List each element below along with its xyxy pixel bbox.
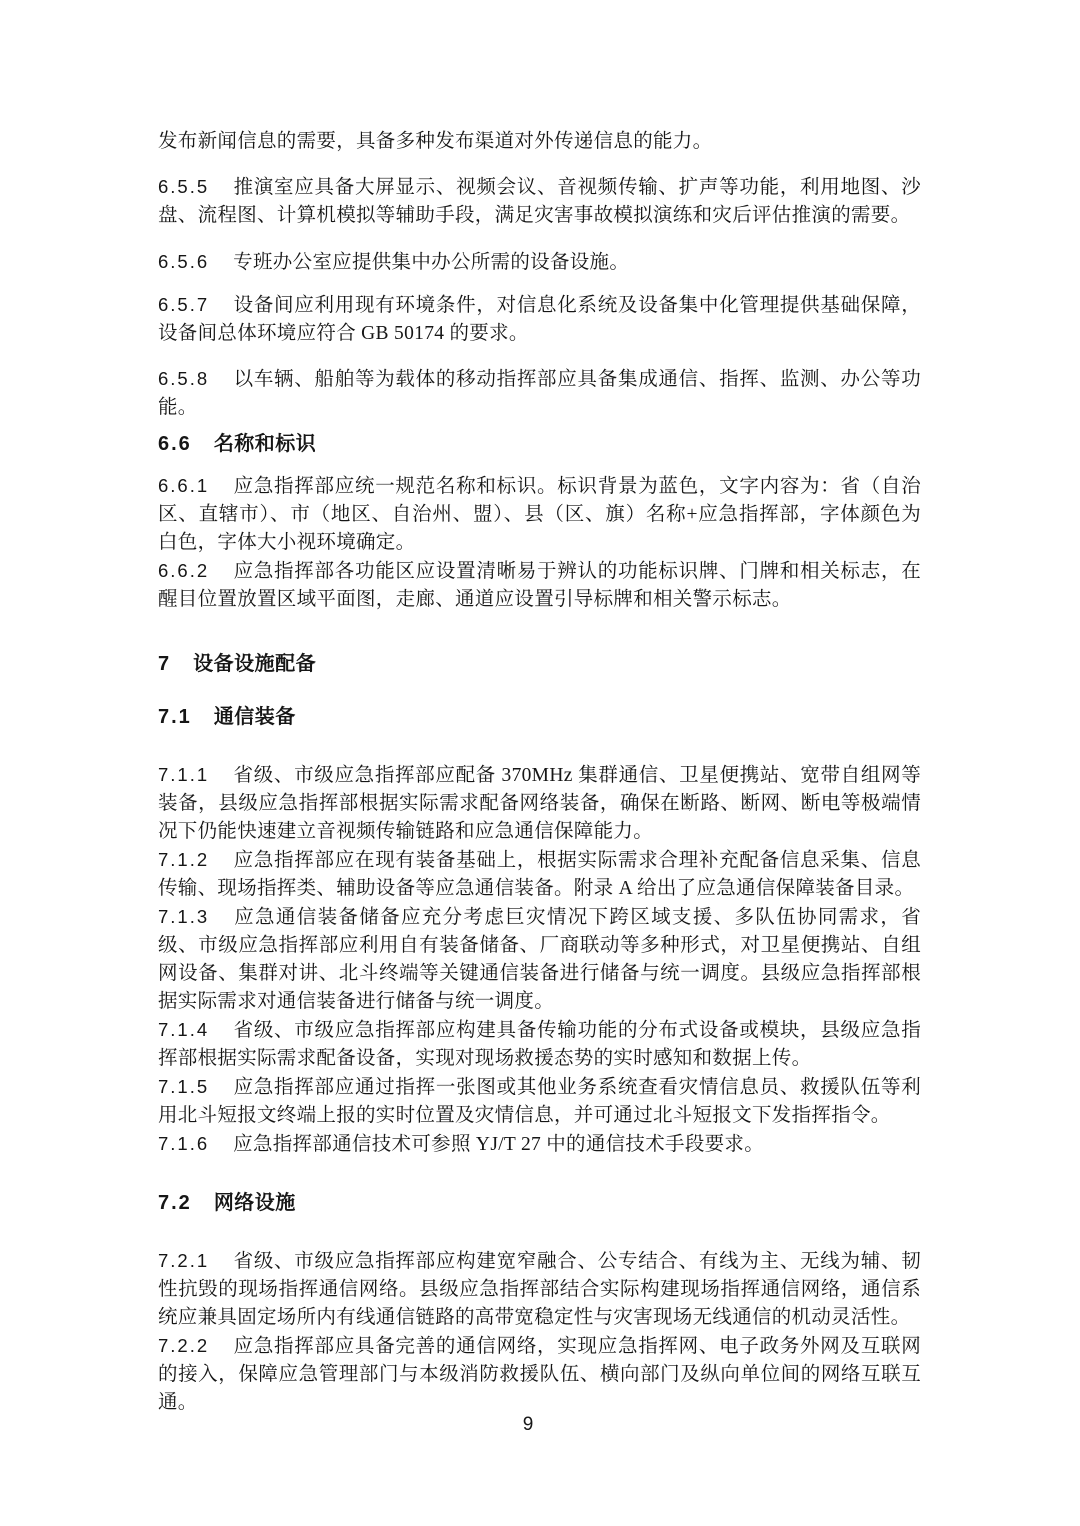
page-number: 9: [522, 1414, 534, 1435]
heading-7: [158, 650, 921, 678]
clause-number: 7.1.4: [158, 1019, 210, 1040]
clause-7-1-1: [158, 761, 921, 846]
clause-6-6-1: [158, 472, 921, 557]
clause-number: 6.5.5: [158, 176, 210, 197]
clause-text: 应急指挥部应在现有装备基础上，根据实际需求合理补充配备信息采集、信息传输、现场指挥类、辅助设备等应急通信装备。附录 A 给出了应急通信保障装备目录。: [158, 850, 921, 899]
document-body: [158, 128, 921, 1417]
clause-text: 应急指挥部应具备完善的通信网络，实现应急指挥网、电子政务外网及互联网的接入，保障应急管理部门与本级消防救援队伍、横向部门及纵向单位间的网络互联互通。: [158, 1336, 921, 1413]
clause-number: 6.5.7: [158, 294, 210, 315]
clause-6-6-2: [158, 557, 921, 614]
clause-number: 7.1.1: [158, 764, 210, 785]
clause-text: 推演室应具备大屏显示、视频会议、音视频传输、扩声等功能，利用地图、沙盘、流程图、计算机模拟等辅助手段，满足灾害事故模拟演练和灾后评估推演的需要。: [158, 177, 921, 226]
paragraph-text: 发布新闻信息的需要，具备多种发布渠道对外传递信息的能力。: [158, 131, 713, 152]
heading-text: 网络设施: [213, 1192, 296, 1214]
heading-number: 7.2: [158, 1192, 192, 1214]
clause-6-5-7: [158, 291, 921, 348]
heading-6-6: [158, 430, 921, 458]
clause-text: 省级、市级应急指挥部应构建具备传输功能的分布式设备或模块，县级应急指挥部根据实际需求配备设备，实现对现场救援态势的实时感知和数据上传。: [158, 1020, 921, 1069]
clause-text: 以车辆、船舶等为载体的移动指挥部应具备集成通信、指挥、监测、办公等功能。: [158, 369, 921, 418]
clause-number: 7.2.2: [158, 1335, 210, 1356]
clause-number: 6.6.1: [158, 475, 210, 496]
heading-text: 设备设施配备: [193, 653, 317, 675]
heading-7-2: [158, 1189, 921, 1217]
heading-7-1: [158, 703, 921, 731]
clause-number: 7.1.5: [158, 1076, 210, 1097]
paragraph-continuation: [158, 128, 921, 156]
clause-text: 应急指挥部应通过指挥一张图或其他业务系统查看灾情信息员、救援队伍等利用北斗短报文终端上报的实时位置及灾情信息，并可通过北斗短报文下发指挥指令。: [158, 1077, 921, 1126]
clause-7-1-3: [158, 903, 921, 1016]
clause-text: 专班办公室应提供集中办公所需的设备设施。: [233, 252, 630, 273]
clause-6-5-8: [158, 365, 921, 422]
clause-number: 6.5.8: [158, 368, 210, 389]
clause-text: 应急指挥部通信技术可参照 YJ/T 27 中的通信技术手段要求。: [233, 1134, 765, 1155]
heading-text: 通信装备: [213, 706, 296, 728]
clause-6-5-5: [158, 173, 921, 230]
clause-text: 应急指挥部各功能区应设置清晰易于辨认的功能标识牌、门牌和相关标志，在醒目位置放置区域平面图，走廊、通道应设置引导标牌和相关警示标志。: [158, 561, 921, 610]
clause-number: 7.1.2: [158, 849, 210, 870]
clause-7-1-4: [158, 1016, 921, 1073]
clause-text: 应急指挥部应统一规范名称和标识。标识背景为蓝色，文字内容为：省（自治区、直辖市）、市（地区、自治州、盟）、县（区、旗）名称+应急指挥部，字体颜色为白色，字体大小视环境确定。: [158, 476, 921, 553]
clause-7-2-2: [158, 1332, 921, 1417]
clause-7-1-5: [158, 1073, 921, 1130]
clause-7-2-1: [158, 1247, 921, 1332]
clause-7-1-6: [158, 1130, 921, 1159]
clause-number: 7.1.3: [158, 906, 210, 927]
clause-7-1-2: [158, 846, 921, 903]
heading-number: 7.1: [158, 706, 192, 728]
clause-6-5-6: [158, 248, 921, 277]
clause-number: 7.1.6: [158, 1133, 210, 1154]
clause-number: 6.6.2: [158, 560, 210, 581]
clause-text: 应急通信装备储备应充分考虑巨灾情况下跨区域支援、多队伍协同需求，省级、市级应急指挥部应利用自有装备储备、厂商联动等多种形式，对卫星便携站、自组网设备、集群对讲、北斗终端等关键通信装备进行储备与统一调度。县级应急指挥部根据实际需求对通信装备进行储备与统一调度。: [158, 907, 921, 1012]
heading-number: 7: [158, 653, 172, 675]
clause-text: 省级、市级应急指挥部应构建宽窄融合、公专结合、有线为主、无线为辅、韧性抗毁的现场指挥通信网络。县级应急指挥部结合实际构建现场指挥通信网络，通信系统应兼具固定场所内有线通信链路的高带宽稳定性与灾害现场无线通信的机动灵活性。: [158, 1251, 921, 1328]
clause-text: 设备间应利用现有环境条件，对信息化系统及设备集中化管理提供基础保障，设备间总体环境应符合 GB 50174 的要求。: [158, 295, 921, 344]
clause-text: 省级、市级应急指挥部应配备 370MHz 集群通信、卫星便携站、宽带自组网等装备，县级应急指挥部根据实际需求配备网络装备，确保在断路、断网、断电等极端情况下仍能快速建立音视频传输链路和应急通信保障能力。: [158, 765, 921, 842]
heading-number: 6.6: [158, 433, 192, 455]
heading-text: 名称和标识: [213, 433, 317, 455]
clause-number: 7.2.1: [158, 1250, 210, 1271]
clause-number: 6.5.6: [158, 251, 210, 272]
